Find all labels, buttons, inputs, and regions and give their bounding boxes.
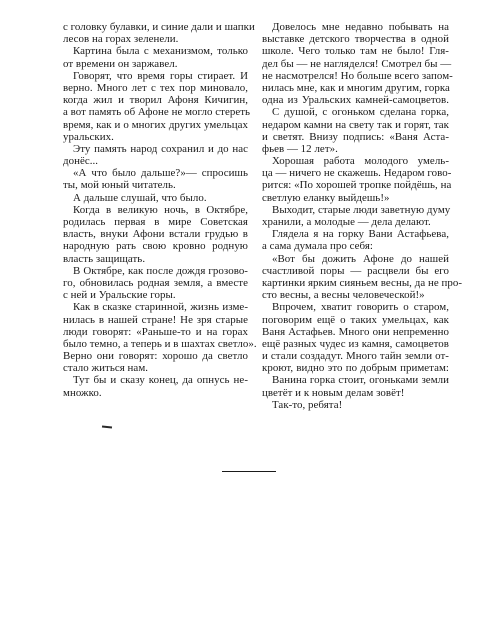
- text-line: Впрочем, хватит говорить о старом,: [272, 301, 449, 314]
- text-line: го, обновилась родная земля, а вместе: [63, 276, 248, 289]
- text-line: Хорошая работа молодого умель-: [272, 155, 449, 168]
- text-line: власть защищать.: [63, 252, 146, 265]
- text-line: было темно, а теперь и в шахтах светло».: [63, 337, 257, 350]
- text-line: нилась мне, как и многим другим, горка: [262, 81, 450, 94]
- text-line: Как в сказке старинной, жизнь изме-: [73, 301, 248, 314]
- text-line: а сама думала про себя:: [262, 240, 374, 253]
- text-line: цветёт и к новым делам зовёт!: [262, 386, 405, 399]
- text-line: «Вот бы дожить Афоне до нашей: [272, 252, 449, 265]
- text-line: светлую еланку выйдешь!»: [262, 191, 390, 204]
- text-line: фьев — 12 лет».: [262, 142, 338, 155]
- text-line: поговорим ещё о таких умельцах, как: [262, 313, 449, 326]
- text-line: хранили, а молодые — дела делают.: [262, 216, 431, 228]
- text-line: Довелось мне недавно побывать на: [272, 21, 449, 33]
- text-line: картинки ярким сияньем весны, да не про-: [262, 276, 463, 289]
- text-line: верно. Много лет с тех пор миновало,: [63, 81, 248, 94]
- text-line: «А что было дальше?»— спросишь: [73, 167, 248, 180]
- text-line: А дальше слушай, что было.: [73, 191, 207, 204]
- text-line: Верно они говорят: хорошо да светло: [63, 350, 248, 363]
- text-line: Картина была с механизмом, только: [73, 45, 248, 58]
- text-line: Эту память народ сохранил и до нас: [73, 142, 248, 155]
- text-line: Говорят, что время горы стирает. И: [73, 69, 248, 82]
- text-line: Тут бы и сказу конец, да опнусь не-: [73, 374, 248, 387]
- text-line: когда жил и творил Афоня Кичигин,: [63, 94, 248, 107]
- text-line: люди говорят: «Раньше-то и на горах: [63, 325, 248, 338]
- text-line: ещё разных чудес из камня, самоцветов: [262, 337, 449, 350]
- text-line: школе. Чего только там не было! Гля-: [262, 45, 449, 58]
- text-line: и стали создадут. Много тайн земли от-: [262, 350, 449, 363]
- text-line: Когда в великую ночь, в Октябре,: [73, 203, 248, 216]
- text-line: власть, внуки Афони встали грудью в: [63, 228, 248, 241]
- text-line: счастливой поры — расцвели бы его: [262, 264, 449, 277]
- text-line: с головку булавки, и синие дали и шапки: [63, 21, 255, 33]
- text-line: от времени он заржавел.: [63, 57, 178, 70]
- text-line: дел бы — не нагляделся! Смотрел бы —: [262, 57, 452, 70]
- text-line: донёс...: [63, 155, 99, 168]
- text-line: Выходит, старые люди заветную думу: [272, 203, 451, 216]
- text-line: с ней и Уральские горы.: [63, 289, 176, 302]
- text-line: а вот память об Афоне не могло стереть: [63, 106, 251, 119]
- text-line: недаром камни на свету так и горят, так: [262, 118, 449, 131]
- right-text-column: [262, 21, 463, 411]
- stray-mark: [102, 425, 112, 428]
- text-line: сто весны, а весны человеческой!»: [262, 289, 425, 302]
- text-line: народную рать свою кровно родную: [63, 240, 248, 253]
- text-line: и светят. Внизу подпись: «Ваня Аста-: [262, 130, 449, 143]
- text-line: рится: «По хорошей тропке пойдёшь, на: [262, 179, 452, 192]
- text-line: кроют, видно это по добрым приметам:: [262, 362, 449, 375]
- text-line: Ваня Астафьев. Много они непременно: [262, 325, 449, 338]
- text-line: лесов на горах зеленели.: [63, 33, 179, 46]
- text-line: время, как и о многих других умельцах: [63, 118, 248, 131]
- text-line: множко.: [63, 386, 102, 399]
- text-line: Так-то, ребята!: [272, 398, 343, 411]
- text-line: В Октябре, как после дождя грозово-: [73, 264, 248, 277]
- text-line: С душой, с огоньком сделана горка,: [272, 106, 449, 119]
- text-line: ты, мой юный читатель.: [63, 179, 176, 192]
- text-line: выставке детского творчества в одной: [262, 33, 449, 46]
- text-line: уральских.: [63, 130, 114, 143]
- text-line: Ванина горка стоит, огоньками земли: [272, 374, 449, 387]
- section-end-rule: [222, 471, 276, 472]
- text-line: родилась первая в мире Советская: [63, 216, 248, 228]
- left-text-column: [63, 21, 257, 399]
- text-line: ца — ничего не скажешь. Недаром гово-: [262, 167, 452, 180]
- text-line: одна из Уральских камней-самоцветов.: [262, 94, 449, 107]
- text-line: не насмотрелся! Но больше всего запом-: [262, 69, 453, 82]
- text-line: стало житься нам.: [63, 362, 149, 375]
- text-line: Глядела я на горку Вани Астафьева,: [272, 228, 449, 241]
- text-line: нилась в нашей стране! Не зря старые: [63, 313, 248, 326]
